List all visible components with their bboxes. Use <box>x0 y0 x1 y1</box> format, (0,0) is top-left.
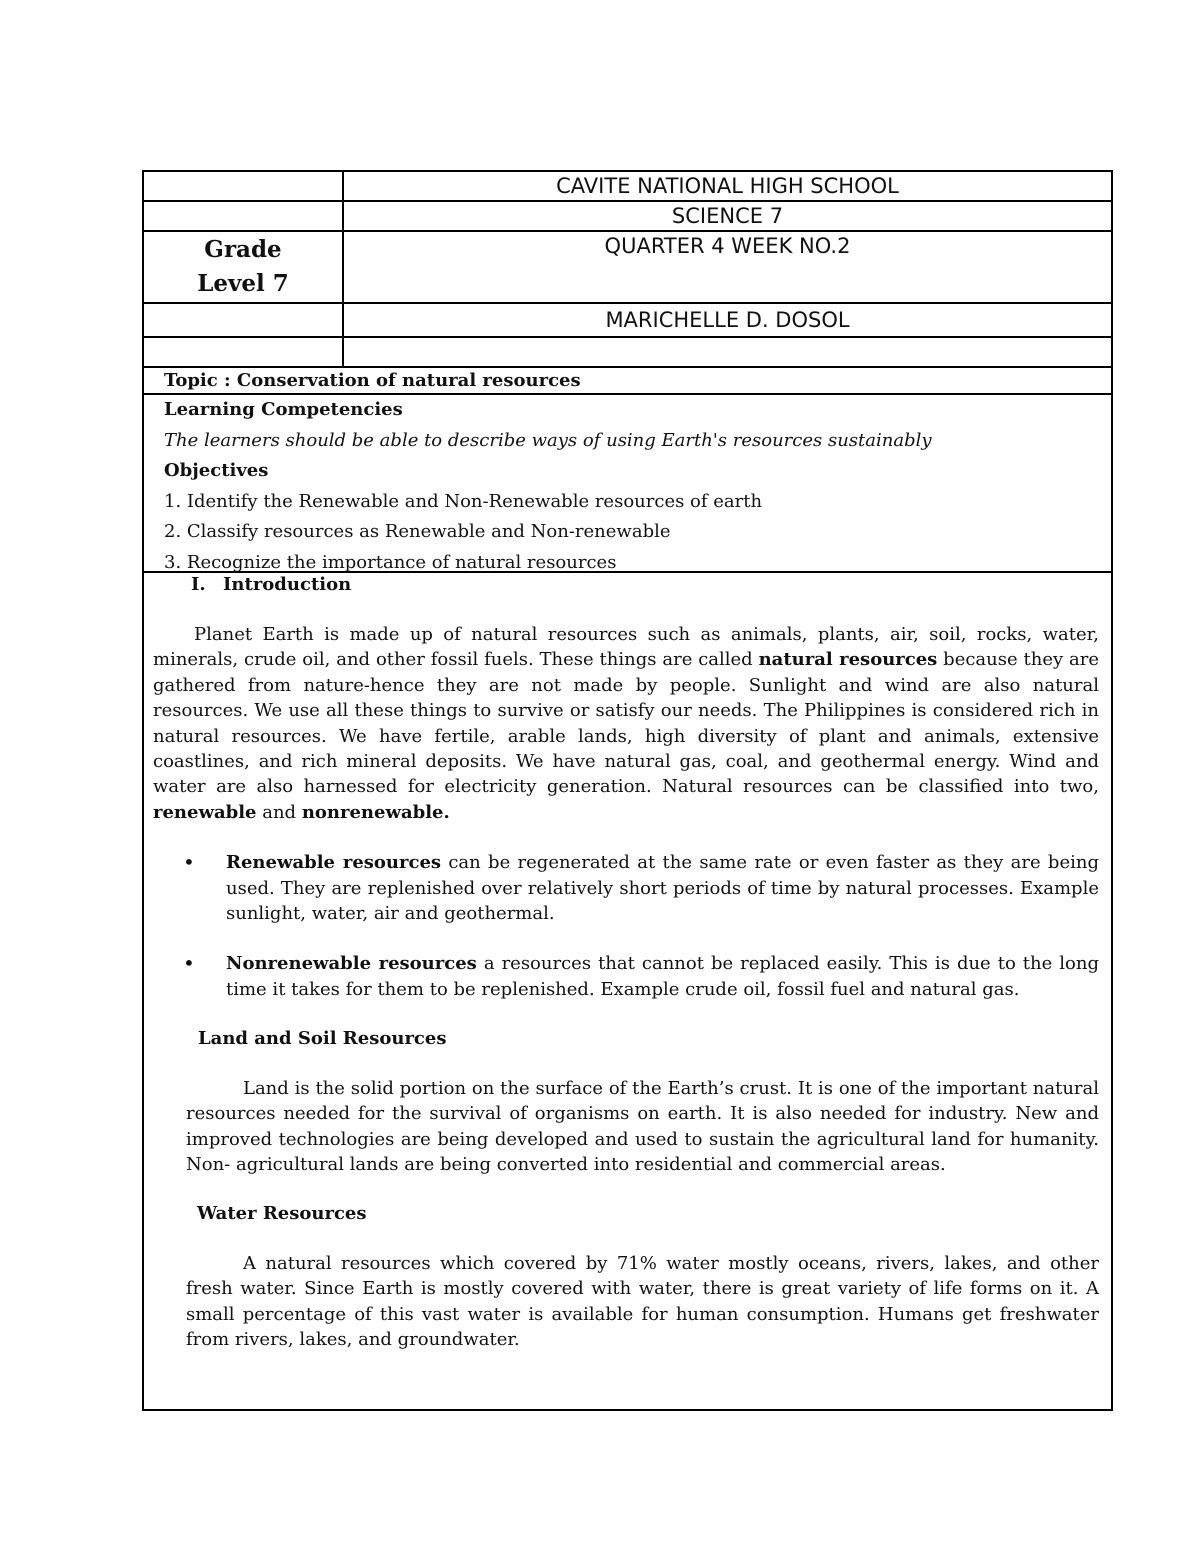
bullet-text <box>226 951 1099 1002</box>
bullet-renewable <box>153 850 1099 926</box>
competencies-label: Learning Competencies <box>164 399 403 420</box>
objective-item: 1. Identify the Renewable and Non-Renewable resources of earth <box>164 490 763 512</box>
bullet-text <box>226 850 1099 926</box>
lesson-table <box>142 170 1113 1411</box>
level-label: Level 7 <box>197 270 289 297</box>
header-row-grade <box>144 232 1111 304</box>
intro-bold-term: renewable <box>153 801 257 823</box>
water-block <box>186 1251 1099 1353</box>
header-row-subject <box>144 202 1111 232</box>
intro-text: Planet Earth is made up of natural resources such as animals, plants, air, soil, rocks, water, minerals, crude oil, and other fossil fuels. These things are called <box>153 624 1099 671</box>
section-title: Introduction <box>223 574 352 595</box>
header-empty-cell <box>144 338 344 366</box>
bullet-desc: can be regenerated at the same rate or even faster as they are being used. They are replenished over relatively short periods of time by natural processes. Example sunlight, water, air and geothermal. <box>226 852 1099 925</box>
introduction-section <box>144 573 1111 1409</box>
land-heading: Land and Soil Resources <box>198 1028 447 1050</box>
bullet-term: Renewable resources <box>226 852 442 874</box>
bullet-nonrenewable <box>153 951 1099 1002</box>
competencies-section <box>144 395 1111 573</box>
intro-text: because they are gathered from nature-hence they are not made by people. Sunlight and wind are also natural resources. We use all these things to survive or satisfy our needs. The Philippines is considered rich in natural resources. We have fertile, arable lands, high diversity of plant and animals, extensive coastlines, and rich mineral deposits. We have natural gas, coal, and geothermal energy. Wind and water are also harnessed for electricity generation. Natural resources can be classified into two, <box>153 649 1100 798</box>
header-row-teacher <box>144 304 1111 338</box>
competencies-text: The learners should be able to describe ways of using Earth's resources sustainably <box>164 429 932 451</box>
bullet-term: Nonrenewable resources <box>226 953 477 975</box>
teacher-name: MARICHELLE D. DOSOL <box>605 308 850 332</box>
land-block <box>186 1076 1099 1178</box>
bullet-desc: a resources that cannot be replaced easily. This is due to the long time it takes for them to be replenished. Example crude oil, fossil fuel and natural gas. <box>226 953 1100 1000</box>
bullet-icon: • <box>183 850 195 875</box>
grade-level-cell <box>144 232 344 302</box>
intro-paragraph <box>153 622 1099 825</box>
objective-item: 2. Classify resources as Renewable and Non-renewable <box>164 521 671 542</box>
land-paragraph: Land is the solid portion on the surface of the Earth’s crust. It is one of the important natural resources needed for the survival of organisms on earth. It is also needed for industry. New and improved technologies are being developed and used to sustain the agricultural land for humanity. Non- agricultural lands are being converted into residential and commercial areas. <box>186 1077 1099 1175</box>
bullet-icon: • <box>183 951 195 976</box>
water-heading: Water Resources <box>197 1203 367 1225</box>
header-empty-cell <box>344 338 1111 366</box>
objectives-label: Objectives <box>164 460 269 481</box>
objective-item: 3. Recognize the importance of natural resources <box>164 551 617 573</box>
water-paragraph: A natural resources which covered by 71% water mostly oceans, rivers, lakes, and other fresh water. Since Earth is mostly covered with water, there is great variety of life forms on it. A small percentage of this vast water is available for human consumption. Humans get freshwater from rivers, lakes, and groundwater. <box>186 1252 1099 1350</box>
school-name: CAVITE NATIONAL HIGH SCHOOL <box>556 174 899 198</box>
header-empty-cell <box>144 172 344 200</box>
header-empty-cell <box>144 304 344 336</box>
intro-text: and <box>256 801 302 823</box>
section-heading <box>153 573 1099 597</box>
section-number: I. <box>191 574 206 595</box>
topic: Topic : Conservation of natural resources <box>144 368 1111 395</box>
subject-name: SCIENCE 7 <box>671 204 784 228</box>
header-row-blank <box>144 338 1111 368</box>
intro-bold-term: natural resources <box>758 649 938 671</box>
intro-bold-term: nonrenewable. <box>301 801 450 823</box>
grade-label: Grade <box>204 236 282 263</box>
header-empty-cell <box>144 202 344 230</box>
quarter-week: QUARTER 4 WEEK NO.2 <box>604 234 851 258</box>
header-row-school <box>144 172 1111 202</box>
